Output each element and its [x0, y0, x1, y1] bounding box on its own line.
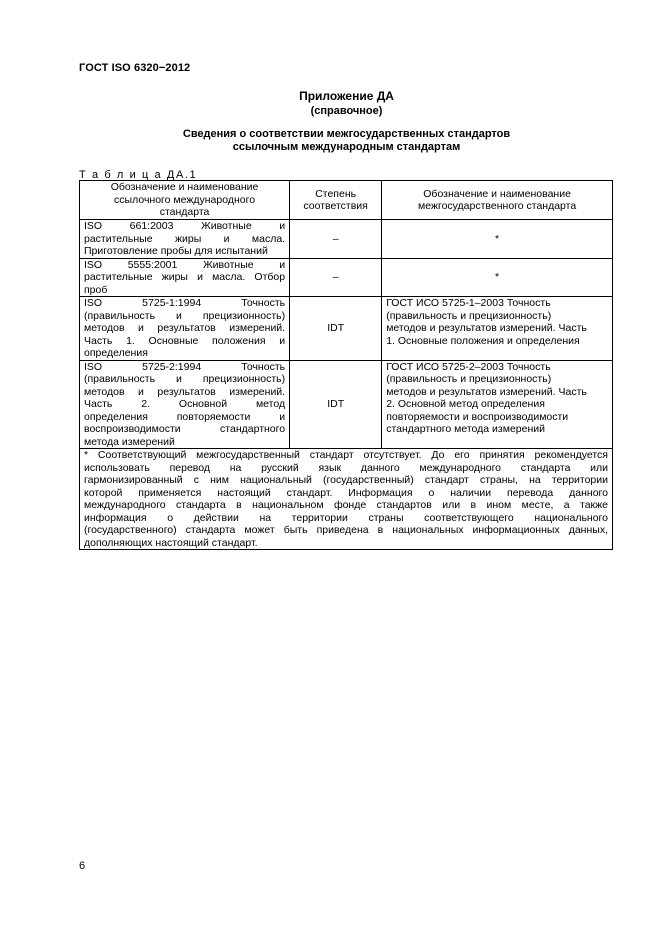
table-row	[80, 297, 613, 361]
cell-line: методов и результатов измерений.	[84, 322, 286, 334]
cell-line: определения	[84, 347, 148, 359]
cell-line: проб	[84, 283, 108, 296]
footnote-line: информация о действии на территории страны соответствующего национального	[84, 511, 608, 524]
table-footnote-row	[80, 449, 613, 550]
degree-cell: IDT	[290, 360, 382, 449]
cell-line: ISO 661:2003 Животные и	[84, 220, 286, 232]
cell-line: ISO 5555:2001 Животные и	[84, 258, 286, 271]
table-row	[80, 220, 613, 259]
interstate-standard-cell	[382, 360, 613, 449]
degree-cell: –	[290, 258, 382, 297]
header-text: соответствия	[303, 200, 368, 212]
cell-line: метода измерений	[84, 435, 175, 448]
cell-line: (правильность и прецизионность)	[386, 309, 552, 322]
header-degree	[290, 181, 382, 220]
cell-line: (правильность и прецизионность)	[84, 309, 286, 322]
footnote-line: дополняющих настоящий стандарт.	[84, 536, 258, 549]
cell-line: повторяемости и воспроизводимости	[386, 410, 569, 423]
standard-code-header: ГОСТ ISO 6320−2012	[79, 62, 191, 74]
header-text: ссылочного международного	[114, 193, 256, 206]
cell-line: методов и результатов измерений. Часть	[386, 385, 587, 398]
cell-line: стандартного метода измерений	[386, 423, 546, 435]
section-title	[0, 128, 661, 154]
cell-line: ГОСТ ИСО 5725-1–2003 Точность	[386, 297, 551, 309]
header-text: Степень	[315, 187, 357, 200]
footnote-line: гармонизированный с ним национальный (государственный) стандарт страны, на территории	[84, 474, 608, 486]
footnote-line: которой применяется настоящий стандарт. Информация о наличии перевода данного	[84, 486, 608, 499]
cell-line: растительные жиры и масла.	[84, 232, 286, 245]
footnote-line: * Соответствующий межгосударственный стандарт отсутствует. До его принятия рекомендуется	[84, 449, 608, 461]
interstate-standard-cell: *	[382, 220, 613, 259]
footnote-line: использовать перевод на русский язык данного международного стандарта или	[84, 461, 608, 474]
cell-line: Часть 2. Основной метод	[84, 398, 286, 410]
table-header-row	[80, 181, 613, 220]
cell-line: методов и результатов измерений.	[84, 385, 286, 398]
interstate-standard-cell: *	[382, 258, 613, 297]
table-row	[80, 258, 613, 297]
cell-line: растительные жиры и масла. Отбор	[84, 271, 286, 283]
cell-line: Приготовление пробы для испытаний	[84, 245, 268, 257]
cell-line: методов и результатов измерений. Часть	[386, 322, 587, 334]
table-caption: Т а б л и ц а ДА.1	[79, 169, 198, 181]
degree-cell: –	[290, 220, 382, 259]
cell-line: 1. Основные положения и определения	[386, 334, 580, 347]
header-text: межгосударственного стандарта	[418, 200, 577, 212]
interstate-standard-cell	[382, 297, 613, 361]
intl-standard-cell	[80, 297, 290, 361]
intl-standard-cell	[80, 360, 290, 449]
degree-cell: IDT	[290, 297, 382, 361]
cell-line: Часть 1. Основные положения и	[84, 334, 286, 347]
footnote-line: международного стандарта в национальном фонде стандартов или в ином месте, а также	[84, 499, 608, 511]
cell-line: (правильность и прецизионность)	[84, 373, 286, 385]
cell-line: ГОСТ ИСО 5725-2–2003 Точность	[386, 360, 551, 373]
intl-standard-cell	[80, 220, 290, 259]
footnote-line: (государственного) стандарта может быть приведена в национальных информационных данных,	[84, 524, 608, 536]
appendix-title-text: Приложение ДА	[299, 89, 394, 103]
appendix-title	[0, 89, 661, 103]
header-intl-standard	[80, 181, 290, 220]
correspondence-table	[79, 180, 613, 550]
header-text: Обозначение и наименование	[423, 187, 571, 200]
cell-line: ISO 5725-1:1994 Точность	[84, 297, 286, 309]
header-interstate-standard	[382, 181, 613, 220]
appendix-subtitle: (справочное)	[310, 105, 383, 117]
cell-line: определения повторяемости и	[84, 410, 286, 423]
page-number: 6	[79, 860, 86, 872]
section-title-line-1: Сведения о соответствии межгосударственных стандартов	[182, 128, 511, 140]
header-text: стандарта	[159, 206, 210, 219]
header-text: Обозначение и наименование	[110, 181, 259, 194]
cell-line: ISO 5725-2:1994 Точность	[84, 360, 286, 373]
cell-line: воспроизводимости стандартного	[84, 423, 286, 435]
intl-standard-cell	[80, 258, 290, 297]
cell-line: 2. Основной метод определения	[386, 398, 545, 410]
section-title-line-2: ссылочным международным стандартам	[232, 141, 461, 153]
table-row	[80, 360, 613, 449]
cell-line: (правильность и прецизионность)	[386, 373, 552, 385]
footnote-cell	[80, 449, 613, 550]
